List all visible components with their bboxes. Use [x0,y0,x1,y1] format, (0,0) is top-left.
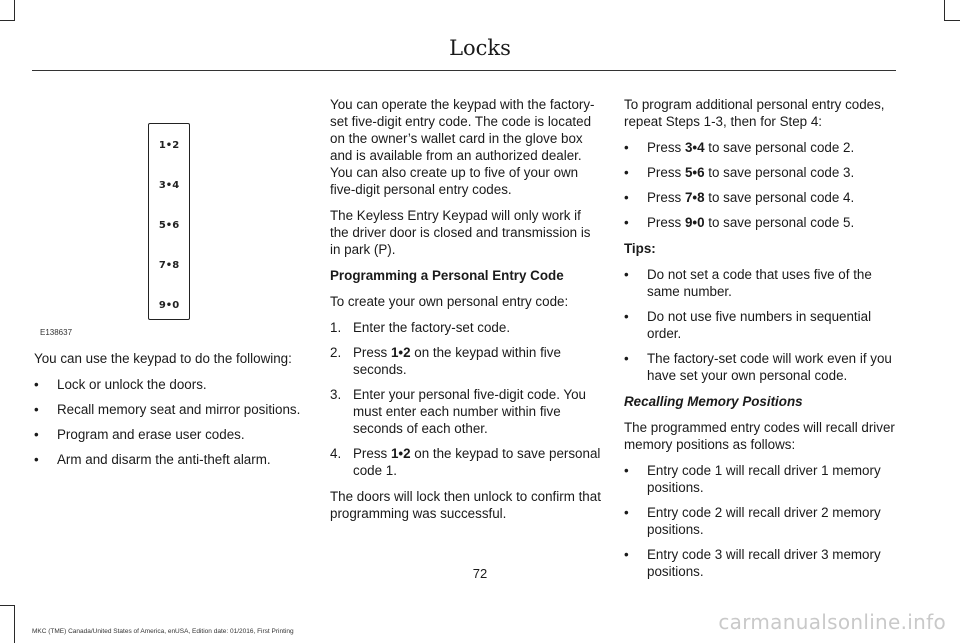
paragraph: You can operate the keypad with the factory-set five-digit entry code. The code is located on the owner’s wallet card in the glove box and is available from an authorized dealer. You can also create up to five of your own five-digit personal entry codes. [330,97,595,197]
list-item: 1. Enter the factory-set code. [330,320,511,335]
watermark: carmanualsonline.info [718,610,946,634]
bullet-marker: • [624,165,629,180]
crop-mark [0,605,15,606]
crop-mark [944,0,945,20]
list-item: • The factory-set code will work even if you have set your own personal code. [624,351,892,383]
paragraph: You can use the keypad to do the following: [34,351,292,366]
bullet-marker: • [34,452,39,467]
keypad-key: 7•8 [158,260,180,271]
page-number: 72 [472,566,488,581]
column-3 [624,96,896,589]
crop-mark [14,0,15,20]
section-heading: Programming a Personal Entry Code [330,268,564,283]
bullet-list [624,462,896,580]
bullet-marker: • [624,267,629,282]
page-title: Locks [449,36,511,60]
step-number: 1. [330,320,342,335]
paragraph: To program additional personal entry codes, repeat Steps 1-3, then for Step 4: [624,97,885,129]
bullet-marker: • [624,140,629,155]
keypad-key: 5•6 [158,220,180,231]
step-number: 4. [330,446,342,461]
crop-mark [0,20,15,21]
bullet-marker: • [34,402,39,417]
list-item: • Do not use five numbers in sequential order. [624,309,872,341]
step-number: 3. [330,387,342,402]
bullet-list [34,376,306,468]
section-heading: Recalling Memory Positions [624,394,803,409]
numbered-list [330,319,602,479]
step-number: 2. [330,345,342,360]
list-item: • Press 9•0 to save personal code 5. [624,215,855,230]
list-item: 2. Press 1•2 on the keypad within five seconds. [330,345,561,377]
list-item: 3. Enter your personal five-digit code. You must enter each number within five seconds of each other. [330,387,586,436]
bullet-marker: • [624,190,629,205]
list-item: • Press 7•8 to save personal code 4. [624,190,855,205]
crop-mark [944,20,960,21]
bullet-marker: • [624,505,629,520]
keypad-key: 9•0 [158,300,180,311]
list-item: • Program and erase user codes. [34,427,245,442]
bullet-marker: • [624,351,629,366]
list-item: • Arm and disarm the anti-theft alarm. [34,452,271,467]
paragraph: To create your own personal entry code: [330,294,569,309]
list-item: • Entry code 3 will recall driver 3 memory positions. [624,547,881,579]
list-item: • Press 5•6 to save personal code 3. [624,165,855,180]
keypad-illustration [148,123,190,320]
keypad-key: 3•4 [158,180,180,191]
bullet-list [624,139,896,231]
tips-list [624,266,896,384]
footer-text: MKC (TME) Canada/United States of America, enUSA, Edition date: 01/2016, First Printing [32,628,294,635]
bullet-marker: • [624,309,629,324]
list-item: 4. Press 1•2 on the keypad to save personal code 1. [330,446,601,478]
column-1 [34,350,306,477]
list-item: • Entry code 2 will recall driver 2 memory positions. [624,505,881,537]
column-2 [330,96,602,531]
bullet-marker: • [624,463,629,478]
bullet-marker: • [34,377,39,392]
list-item: • Recall memory seat and mirror positions. [34,402,301,417]
paragraph: The programmed entry codes will recall driver memory positions as follows: [624,420,895,452]
bullet-marker: • [624,547,629,562]
header-divider [32,70,896,71]
paragraph: The Keyless Entry Keypad will only work if the driver door is closed and transmission is in park (P). [330,208,591,257]
list-item: • Lock or unlock the doors. [34,377,207,392]
paragraph: The doors will lock then unlock to confirm that programming was successful. [330,489,601,521]
tips-heading: Tips: [624,241,656,256]
figure-label: E138637 [40,328,73,337]
list-item: • Entry code 1 will recall driver 1 memory positions. [624,463,881,495]
bullet-marker: • [34,427,39,442]
list-item: • Press 3•4 to save personal code 2. [624,140,855,155]
bullet-marker: • [624,215,629,230]
list-item: • Do not set a code that uses five of the same number. [624,267,872,299]
crop-mark [14,605,15,643]
keypad-key: 1•2 [158,140,180,151]
